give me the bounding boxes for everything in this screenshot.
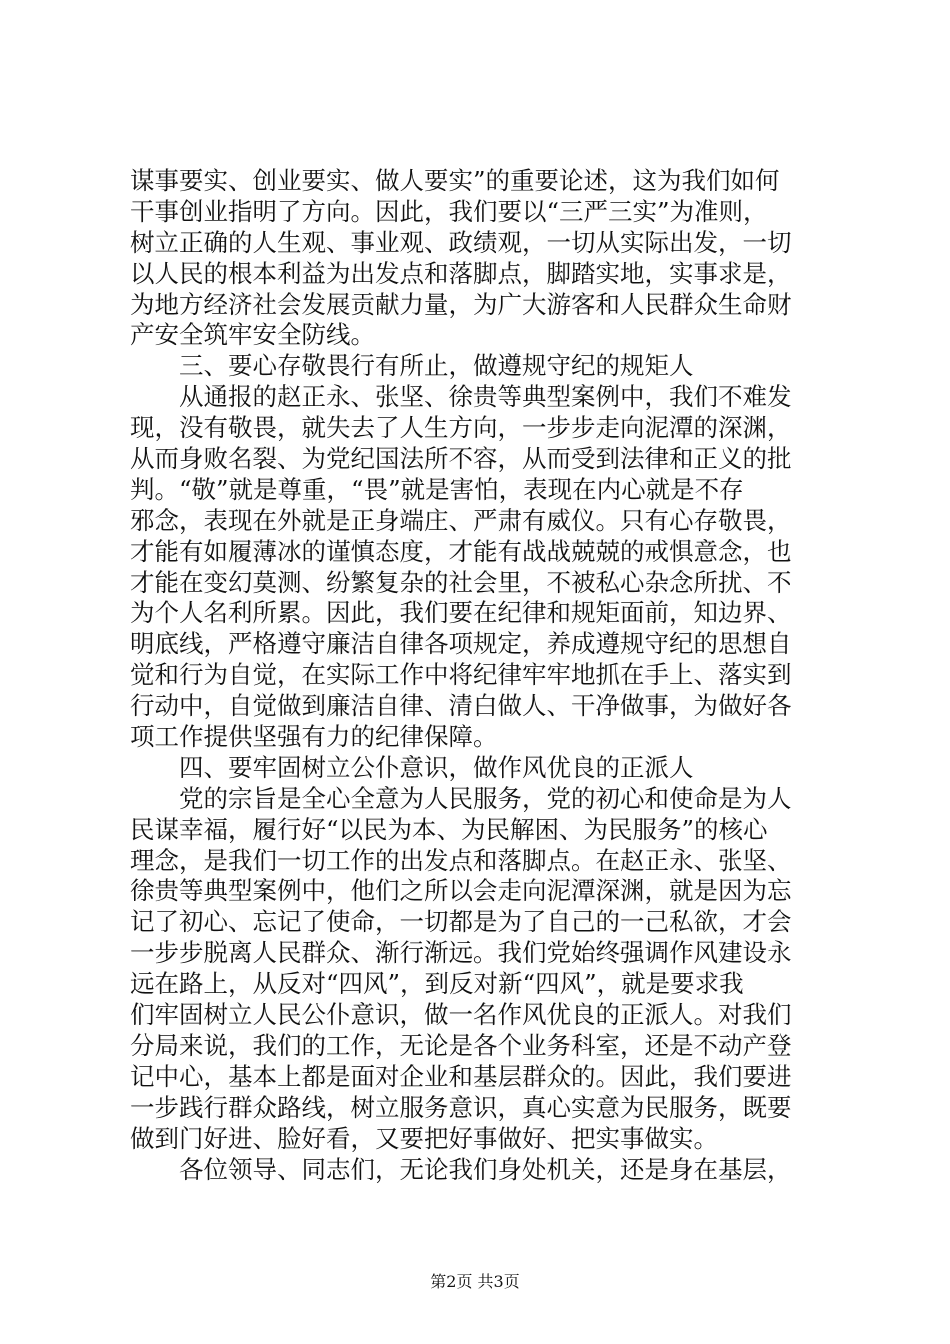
- text-line: 从而身败名裂、为党纪国法所不容，从而受到法律和正义的批: [130, 444, 792, 474]
- document-body: [130, 166, 825, 1185]
- text-line: 觉和行为自觉，在实际工作中将纪律牢牢地抓在手上、落实到: [130, 660, 792, 690]
- text-line: 干事创业指明了方向。因此，我们要以“三严三实”为准则，: [130, 196, 768, 226]
- text-line: 才能有如履薄冰的谨慎态度，才能有战战兢兢的戒惧意念，也: [130, 536, 792, 566]
- text-line: 一步践行群众路线，树立服务意识，真心实意为民服务，既要: [130, 1092, 792, 1122]
- text-line: 以人民的根本利益为出发点和落脚点，脚踏实地，实事求是，: [130, 258, 792, 288]
- text-line: 做到门好进、脸好看，又要把好事做好、把实事做实。: [130, 1123, 718, 1153]
- text-line: 从通报的赵正永、张坚、徐贵等典型案例中，我们不难发: [130, 382, 792, 412]
- text-line: 各位领导、同志们，无论我们身处机关，还是身在基层，: [130, 1154, 792, 1184]
- text-line: 理念，是我们一切工作的出发点和落脚点。在赵正永、张坚、: [130, 845, 792, 875]
- section-heading: 三、要心存敬畏行有所止，做遵规守纪的规矩人: [130, 351, 694, 381]
- text-line: 远在路上，从反对“四风”，到反对新“四风”，就是要求我: [130, 969, 744, 999]
- text-line: 判。“敬”就是尊重，“畏”就是害怕，表现在内心就是不存: [130, 474, 744, 504]
- text-line: 树立正确的人生观、事业观、政绩观，一切从实际出发，一切: [130, 227, 792, 257]
- text-line: 分局来说，我们的工作，无论是各个业务科室，还是不动产登: [130, 1030, 792, 1060]
- text-line: 党的宗旨是全心全意为人民服务，党的初心和使命是为人: [130, 783, 792, 813]
- text-line: 产安全筑牢安全防线。: [130, 320, 375, 350]
- text-line: 为地方经济社会发展贡献力量，为广大游客和人民群众生命财: [130, 289, 792, 319]
- text-line: 徐贵等典型案例中，他们之所以会走向泥潭深渊，就是因为忘: [130, 876, 792, 906]
- text-line: 邪念，表现在外就是正身端庄、严肃有威仪。只有心存敬畏，: [130, 505, 792, 535]
- page-footer: 第2页 共3页: [430, 1272, 520, 1291]
- text-line: 记了初心、忘记了使命，一切都是为了自己的一己私欲，才会: [130, 907, 792, 937]
- text-line: 项工作提供坚强有力的纪律保障。: [130, 722, 498, 752]
- text-line: 谋事要实、创业要实、做人要实”的重要论述，这为我们如何: [130, 166, 780, 195]
- text-line: 为个人名利所累。因此，我们要在纪律和规矩面前，知边界、: [130, 598, 792, 628]
- text-line: 一步步脱离人民群众、渐行渐远。我们党始终强调作风建设永: [130, 938, 792, 968]
- text-line: 行动中，自觉做到廉洁自律、清白做人、干净做事，为做好各: [130, 691, 792, 721]
- text-line: 才能在变幻莫测、纷繁复杂的社会里，不被私心杂念所扰、不: [130, 567, 792, 597]
- text-line: 记中心，基本上都是面对企业和基层群众的。因此，我们要进: [130, 1061, 792, 1091]
- text-line: 明底线，严格遵守廉洁自律各项规定，养成遵规守纪的思想自: [130, 629, 792, 659]
- text-line: 现，没有敬畏，就失去了人生方向，一步步走向泥潭的深渊，: [130, 413, 792, 443]
- text-line: 们牢固树立人民公仆意识，做一名作风优良的正派人。对我们: [130, 1000, 792, 1030]
- section-heading: 四、要牢固树立公仆意识，做作风优良的正派人: [130, 752, 694, 782]
- text-line: 民谋幸福，履行好“以民为本、为民解困、为民服务”的核心: [130, 814, 768, 844]
